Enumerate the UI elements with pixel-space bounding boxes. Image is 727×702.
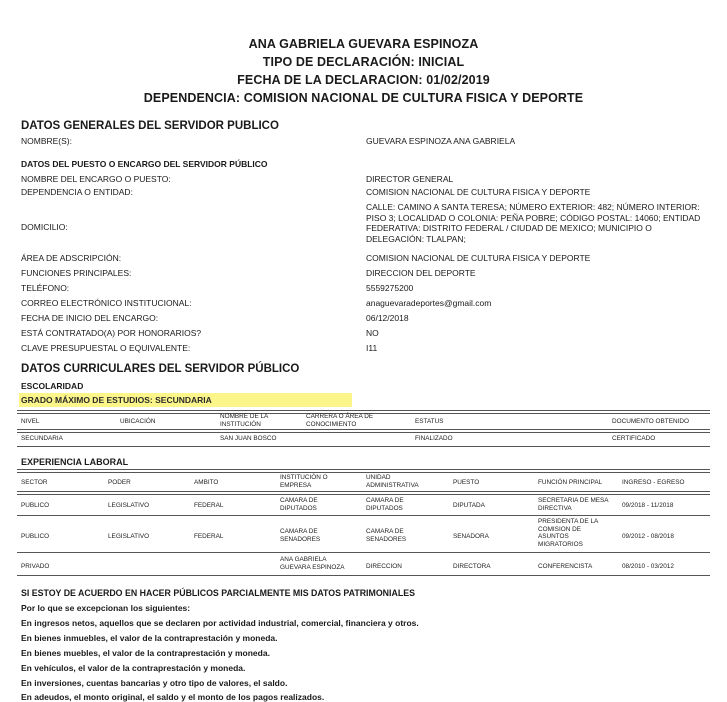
schooling-title: ESCOLARIDAD xyxy=(21,381,84,391)
field-label: FUNCIONES PRINCIPALES: xyxy=(21,268,132,278)
table-cell: CAMARA DE SENADORES xyxy=(280,528,321,543)
position-data-title: DATOS DEL PUESTO O ENCARGO DEL SERVIDOR PÚBLICO xyxy=(21,159,268,169)
table-cell: FEDERAL xyxy=(194,502,224,509)
field-label: DEPENDENCIA O ENTIDAD: xyxy=(21,187,133,197)
field-label: DOMICILIO: xyxy=(21,222,68,232)
column-header: NIVEL xyxy=(21,418,40,425)
table-cell: 09/2018 - 11/2018 xyxy=(622,502,674,509)
field-label: NOMBRE DEL ENCARGO O PUESTO: xyxy=(21,174,171,184)
dependency-heading: DEPENDENCIA: COMISION NACIONAL DE CULTURA FISICA Y DEPORTE xyxy=(143,91,584,105)
field-value: DIRECCION DEL DEPORTE xyxy=(366,268,476,278)
patrimonial-line: Por lo que se excepcionan los siguientes: xyxy=(21,603,191,613)
table-cell: DIRECCION xyxy=(366,563,402,570)
patrimonial-line: En bienes inmuebles, el valor de la contraprestación y moneda. xyxy=(21,633,278,643)
declaration-type-heading: TIPO DE DECLARACIÓN: INICIAL xyxy=(262,55,465,69)
column-header: UNIDAD ADMINISTRATIVA xyxy=(366,474,419,489)
field-value: 06/12/2018 xyxy=(366,313,409,323)
table-cell: CAMARA DE DIPUTADOS xyxy=(280,497,318,512)
field-value: 5559275200 xyxy=(366,283,414,293)
table-rule xyxy=(17,446,710,447)
table-cell: SENADORA xyxy=(453,533,489,540)
column-header: PODER xyxy=(108,479,131,486)
experience-title: EXPERIENCIA LABORAL xyxy=(21,457,129,467)
table-cell: CAMARA DE DIPUTADOS xyxy=(366,497,404,512)
column-header: SECTOR xyxy=(21,479,48,486)
column-header: UBICACIÓN xyxy=(120,418,156,425)
name-label: NOMBRE(S): xyxy=(21,136,72,146)
max-grade: GRADO MÁXIMO DE ESTUDIOS: SECUNDARIA xyxy=(21,395,212,405)
patrimonial-title: SI ESTOY DE ACUERDO EN HACER PÚBLICOS PARCIALMENTE MIS DATOS PATRIMONIALES xyxy=(21,588,415,598)
table-cell: LEGISLATIVO xyxy=(108,533,150,540)
table-cell: CONFERENCISTA xyxy=(538,563,593,570)
table-cell: SECRETARIA DE MESA DIRECTIVA xyxy=(538,497,609,512)
table-rule xyxy=(17,429,710,433)
field-label: FECHA DE INICIO DEL ENCARGO: xyxy=(21,313,159,323)
table-cell: CERTIFICADO xyxy=(612,435,656,442)
address-value: CALLE: CAMINO A SANTA TERESA; NÚMERO EXTERIOR: 482; NÚMERO INTERIOR: PISO 3; LOCALIDAD O COLONIA: PEÑA POBRE; CÓDIGO POSTAL: 14060; ENTIDAD FEDERATIVA: DISTRITO FEDERAL / CIUDAD DE MEXICO; MUNICIPIO O DELEGACIÓN: TLALPAN; xyxy=(366,202,701,244)
table-cell: LEGISLATIVO xyxy=(108,502,150,509)
patrimonial-line: En vehículos, el valor de la contraprestación y moneda. xyxy=(21,663,246,673)
field-value: COMISION NACIONAL DE CULTURA FISICA Y DEPORTE xyxy=(366,253,591,263)
field-label: ÁREA DE ADSCRIPCIÓN: xyxy=(21,253,122,263)
patrimonial-line: En bienes muebles, el valor de la contraprestación y moneda. xyxy=(21,648,270,658)
column-header: NOMBRE DE LA INSTITUCIÓN xyxy=(220,413,268,428)
field-value: COMISION NACIONAL DE CULTURA FISICA Y DEPORTE xyxy=(366,187,591,197)
field-value: anaguevaradeportes@gmail.com xyxy=(366,298,492,308)
table-cell: PUBLICO xyxy=(21,533,50,540)
column-header: FUNCIÓN PRINCIPAL xyxy=(538,479,603,486)
general-data-title: DATOS GENERALES DEL SERVIDOR PUBLICO xyxy=(21,120,279,132)
table-cell: 08/2010 - 03/2012 xyxy=(622,563,674,570)
declarant-name-heading: ANA GABRIELA GUEVARA ESPINOZA xyxy=(248,37,479,51)
table-cell: SAN JUAN BOSCO xyxy=(220,435,277,442)
table-rule xyxy=(17,515,710,516)
column-header: CARRERA O ÁREA DE CONOCIMIENTO xyxy=(306,413,374,428)
table-cell: DIRECTORA xyxy=(453,563,491,570)
field-value: DIRECTOR GENERAL xyxy=(366,174,454,184)
curricular-data-title: DATOS CURRICULARES DEL SERVIDOR PÚBLICO xyxy=(21,363,300,375)
table-rule xyxy=(17,469,710,473)
table-cell: CAMARA DE SENADORES xyxy=(366,528,407,543)
column-header: DOCUMENTO OBTENIDO xyxy=(612,418,689,425)
column-header: AMBITO xyxy=(194,479,219,486)
table-rule xyxy=(17,491,710,495)
table-cell: 09/2012 - 08/2018 xyxy=(622,533,674,540)
field-label: ESTÁ CONTRATADO(A) POR HONORARIOS? xyxy=(21,328,202,338)
table-cell: DIPUTADA xyxy=(453,502,485,509)
patrimonial-line: En inversiones, cuentas bancarias y otro tipo de valores, el saldo. xyxy=(21,678,288,688)
table-rule xyxy=(17,575,710,576)
column-header: ESTATUS xyxy=(415,418,444,425)
field-label: TELÉFONO: xyxy=(21,283,70,293)
table-cell: ANA GABRIELA GUEVARA ESPINOZA xyxy=(280,556,345,571)
column-header: INSTITUCIÓN O EMPRESA xyxy=(280,474,328,489)
table-cell: FEDERAL xyxy=(194,533,224,540)
table-cell: SECUNDARIA xyxy=(21,435,63,442)
table-cell: FINALIZADO xyxy=(415,435,453,442)
field-value: NO xyxy=(366,328,379,338)
declaration-date-heading: FECHA DE LA DECLARACION: 01/02/2019 xyxy=(237,73,490,87)
name-value: GUEVARA ESPINOZA ANA GABRIELA xyxy=(366,136,516,146)
table-cell: PRIVADO xyxy=(21,563,50,570)
column-header: PUESTO xyxy=(453,479,480,486)
field-value: I11 xyxy=(366,343,378,353)
column-header: INGRESO - EGRESO xyxy=(622,479,685,486)
patrimonial-line: En ingresos netos, aquellos que se declaren por actividad industrial, comercial, financiera y otros. xyxy=(21,618,419,628)
table-cell: PUBLICO xyxy=(21,502,50,509)
field-label: CORREO ELECTRÓNICO INSTITUCIONAL: xyxy=(21,298,192,308)
table-cell: PRESIDENTA DE LA COMISION DE ASUNTOS MIGRATORIOS xyxy=(538,518,598,548)
patrimonial-line: En adeudos, el monto original, el saldo y el monto de los pagos realizados. xyxy=(21,692,325,702)
table-rule xyxy=(17,552,710,553)
field-label: CLAVE PRESUPUESTAL O EQUIVALENTE: xyxy=(21,343,191,353)
